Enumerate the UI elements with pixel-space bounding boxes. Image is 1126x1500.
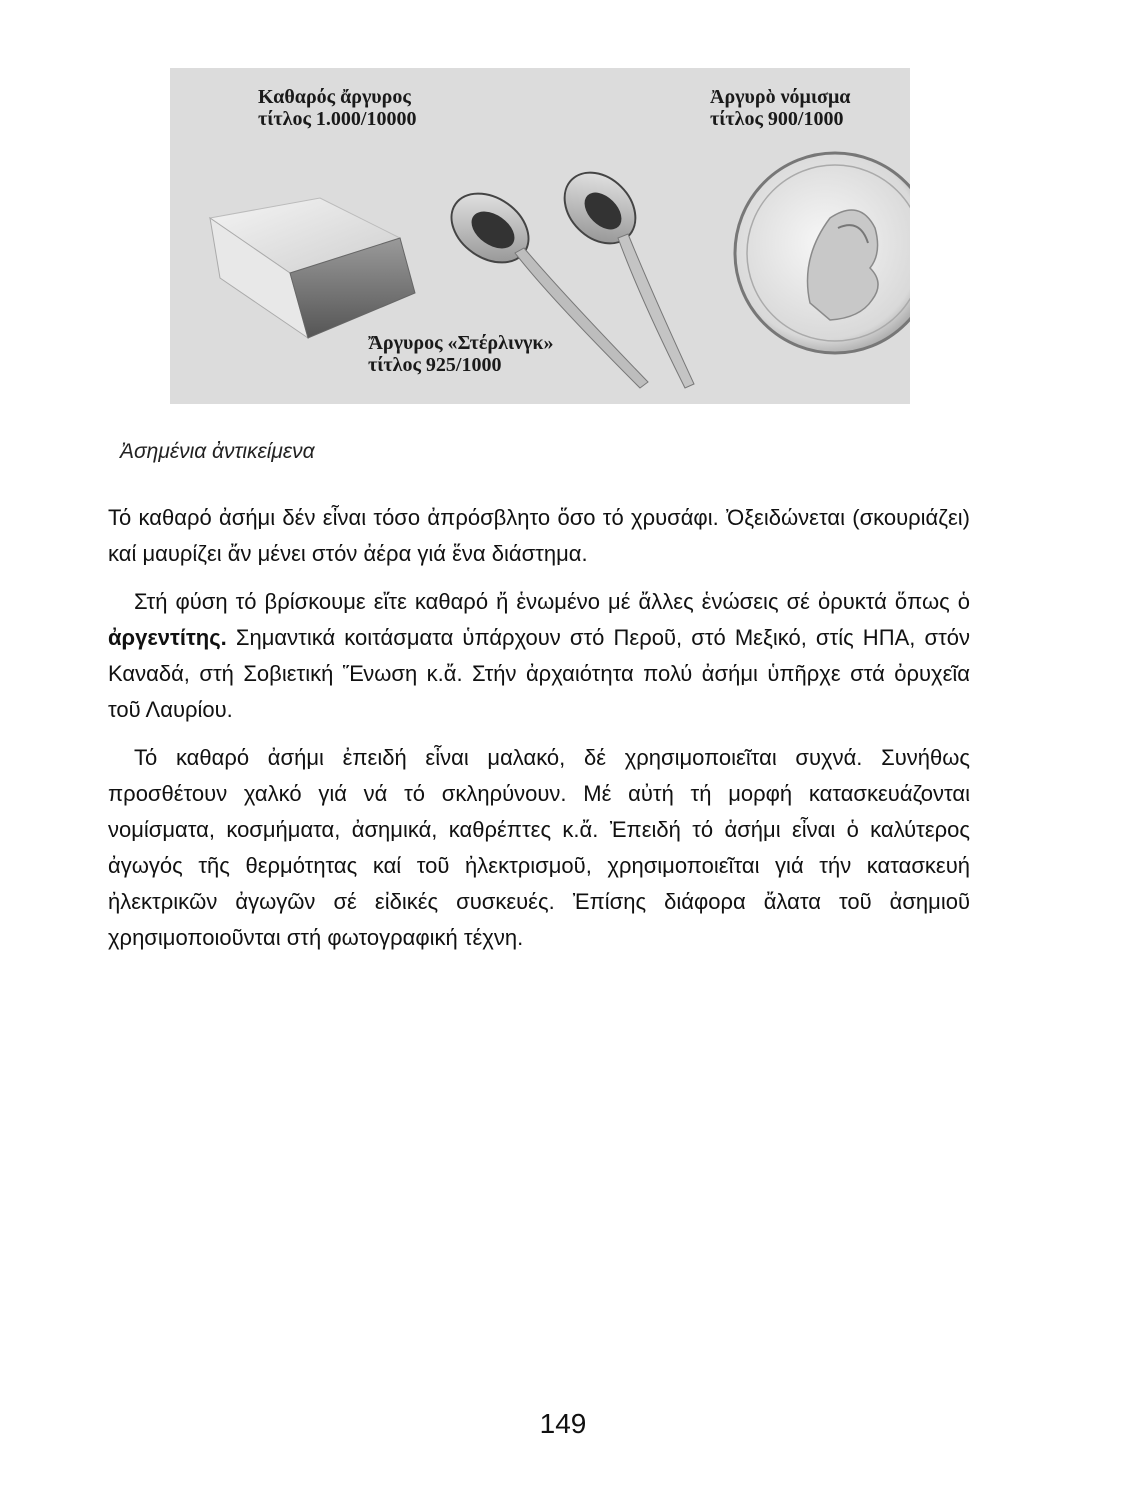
paragraph-3: Τό καθαρό ἀσήμι ἐπειδή εἶναι μαλακό, δέ χρησιμοποιεῖται συχνά. Συνήθως προσθέτουν χαλκό γιά νά τό σκληρύνουν. Μέ αὐτή τή μορφή κατασκευάζονται νομίσματα, κοσμήματα, ἀσημικά, καθρέπτες κ.ἄ. Ἐπειδή τό ἀσήμι εἶναι ὁ καλύτερος ἀγωγός τῆς θερμότητας καί τοῦ ἠλεκτρισμοῦ, χρησιμοποιεῖται γιά τήν κατασκευή ἠλεκτρικῶν ἀγωγῶν σέ εἰδικές συσκευές. Ἐπίσης διάφορα ἄλατα τοῦ ἀσημιοῦ χρησιμοποιοῦνται στή φωτογραφική τέχνη. (108, 745, 970, 950)
silver-spoon-2 (551, 159, 694, 388)
silver-coin (735, 153, 910, 353)
silver-coin-label (710, 86, 850, 130)
sterling-silver-label (368, 332, 554, 376)
paragraph-2-end: Σημαντικά κοιτάσματα ὑπάρχουν στό Περοῦ, στό Μεξικό, στίς ΗΠΑ, στόν Καναδά, στή Σοβιετική Ἕνωση κ.ἄ. Στήν ἀρχαιότητα πολύ ἀσήμι ὑπῆρχε στά ὀρυχεῖα τοῦ Λαυρίου. (108, 625, 970, 722)
page-number: 149 (539, 1408, 587, 1439)
paragraph-2-start: Στή φύση τό βρίσκουμε εἴτε καθαρό ἤ ἑνωμένο μέ ἄλλες ἑνώσεις σέ ὀρυκτά ὅπως ὁ (134, 589, 970, 614)
sterling-silver-fineness: τίτλος 925/1000 (368, 354, 502, 376)
silver-coin-name: Ἀργυρὸ νόμισμα (710, 86, 851, 108)
paragraph-2 (108, 584, 970, 728)
argentite-term: ἀργεντίτης. (108, 625, 227, 650)
paragraph-1: Τό καθαρό ἀσήμι δέν εἶναι τόσο ἀπρόσβλητο ὅσο τό χρυσάφι. Ὀξειδώνεται (σκουριάζει) καί μαυρίζει ἄν μένει στόν ἀέρα γιά ἕνα διάστημα. (108, 505, 970, 566)
silver-bar (210, 198, 415, 338)
pure-silver-label (258, 86, 416, 130)
silver-coin-fineness: τίτλος 900/1000 (710, 108, 844, 130)
figure-caption: Ἀσημένια ἀντικείμενα (120, 440, 315, 463)
pure-silver-name: Καθαρός ἄργυρος (258, 86, 411, 108)
sterling-silver-name: Ἄργυρος «Στέρλινγκ» (368, 332, 554, 354)
body-text (108, 500, 970, 968)
pure-silver-fineness: τίτλος 1.000/10000 (258, 108, 417, 130)
silver-objects-figure (170, 68, 910, 404)
